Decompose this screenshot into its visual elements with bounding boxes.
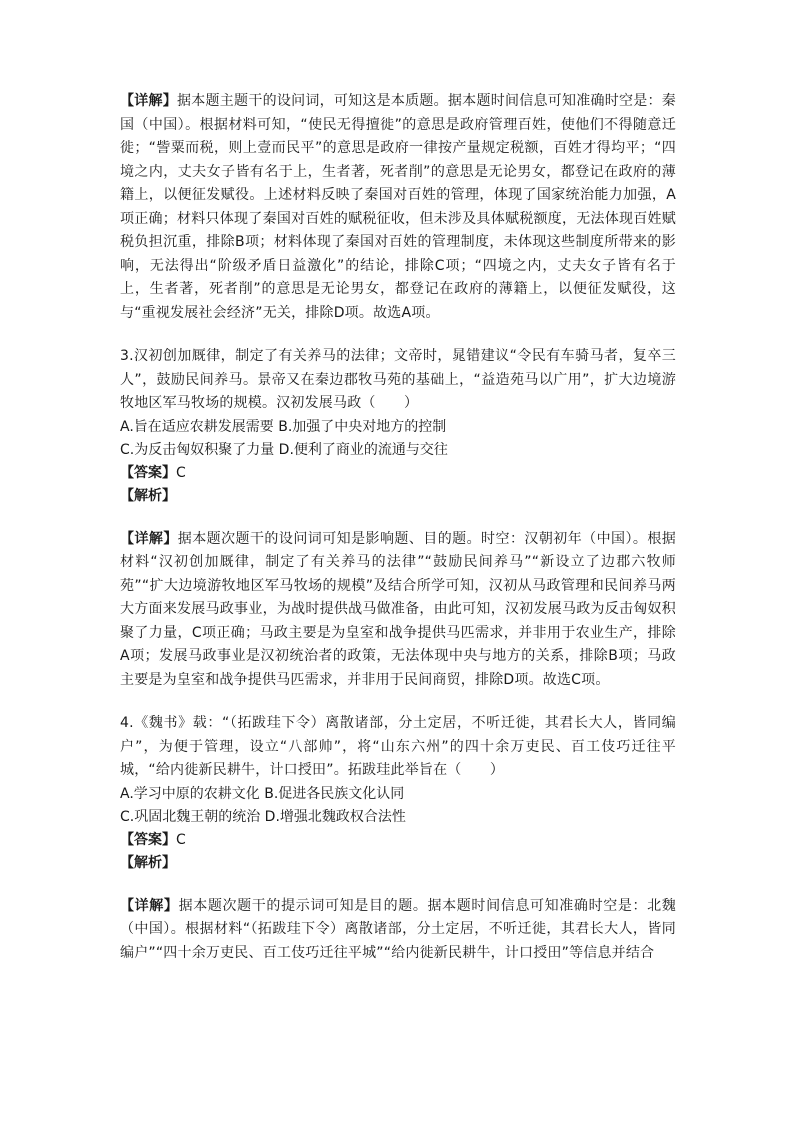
answer-value: C [176,831,186,848]
question-3-options-cd: C.为反击匈奴积聚了力量 D.便利了商业的流通与交往 [120,441,448,458]
question-4-options-ab: A.学习中原的农耕文化 B.促进各民族文化认同 [120,785,405,802]
answer-value: C [176,464,186,481]
question-4-stem: 4.《魏书》载：“（拓跋珪下令）离散诸部，分土定居，不听迁徙，其君长大人，皆同编户”，为便于管理，设立“八部帅”，将“山东六州”的四十余万吏民、百工伎巧迁往平城，“给内徙新民耕牛，计口授田”。拓跋珪此举旨在（ ） [120,715,676,778]
answer-label: 【答案】 [120,464,176,481]
detail-text-4: 据本题次题干的提示词可知是目的题。据本题时间信息可知准确时空是：北魏（中国）。根据材料“（拓跋珪下令）离散诸部，分土定居，不听迁徙，其君长大人，皆同编户”“四十余万吏民、百工伎巧迁往平城”“给内徙新民耕牛，计口授田”等信息并结合 [120,897,676,961]
question-3-analysis-label: 【解析】 [120,487,176,504]
detail-text-3: 据本题次题干的设问词可知是影响题、目的题。时空：汉朝初年（中国）。根据材料“汉初创加厩律，制定了有关养马的法律”“鼓励民间养马”“新设立了边郡六牧师苑”“扩大边境游牧地区军马牧场的规模”及结合所学可知，汉初从马政管理和民间养马两大方面来发展马政事业，为战时提供战马做准备，由此可知，汉初发展马政为反击匈奴积聚了力量，C项正确；马政主要是为皇室和战争提供马匹需求，并非用于农业生产，排除A项；发展马政事业是汉初统治者的政策，无法体现中央与地方的关系，排除B项；马政主要是为皇室和战争提供马匹需求，并非用于民间商贸，排除D项。故选C项。 [120,530,676,688]
detail-text-1: 据本题主题干的设问词，可知这是本质题。据本题时间信息可知准确时空是：秦国（中国）。根据材料可知，“使民无得擅徙”的意思是政府管理百姓，使他们不得随意迁徙；“訾粟而税，则上壹而民平”的意思是政府一律按产量规定税额，百姓才得均平；“四境之内，丈夫女子皆有名于上，生者著，死者削”的意思是无论男女，都登记在政府的薄籍上，以便征发赋役。上述材料反映了秦国对百姓的管理，体现了国家统治能力加强，A项正确；材料只体现了秦国对百姓的赋税征收，但未涉及具体赋税额度，无法体现百姓赋税负担沉重，排除B项；材料体现了秦国对百姓的管理制度，未体现这些制度所带来的影响，无法得出“阶级矛盾日益激化”的结论，排除C项；“四境之内，丈夫女子皆有名于上，生者著，死者削”的意思是无论男女，都登记在政府的薄籍上，以便征发赋役，这与“重视发展社会经济”无关，排除D项。故选A项。 [120,93,676,321]
question-4-answer [120,829,676,852]
answer-label: 【答案】 [120,831,176,848]
question-3-answer [120,462,676,485]
question-4-detail [120,895,676,966]
document-page [120,90,676,965]
question-3-options-ab: A.旨在适应农耕发展需要 B.加强了中央对地方的控制 [120,418,447,435]
question-3-stem: 3.汉初创加厩律，制定了有关养马的法律；文帝时，晁错建议“令民有车骑马者，复卒三人”，鼓励民间养马。景帝又在秦边郡牧马苑的基础上，“益造苑马以广用”，扩大边境游牧地区军马牧场的规模。汉初发展马政（ ） [120,348,676,411]
detail-paragraph-1 [120,90,676,325]
question-4-options-cd: C.巩固北魏王朝的统治 D.增强北魏政权合法性 [120,808,406,825]
question-4-analysis-label: 【解析】 [120,854,176,871]
detail-label: 【详解】 [120,93,178,109]
detail-label: 【详解】 [120,897,179,914]
question-3-detail [120,528,676,693]
detail-label: 【详解】 [120,530,178,547]
